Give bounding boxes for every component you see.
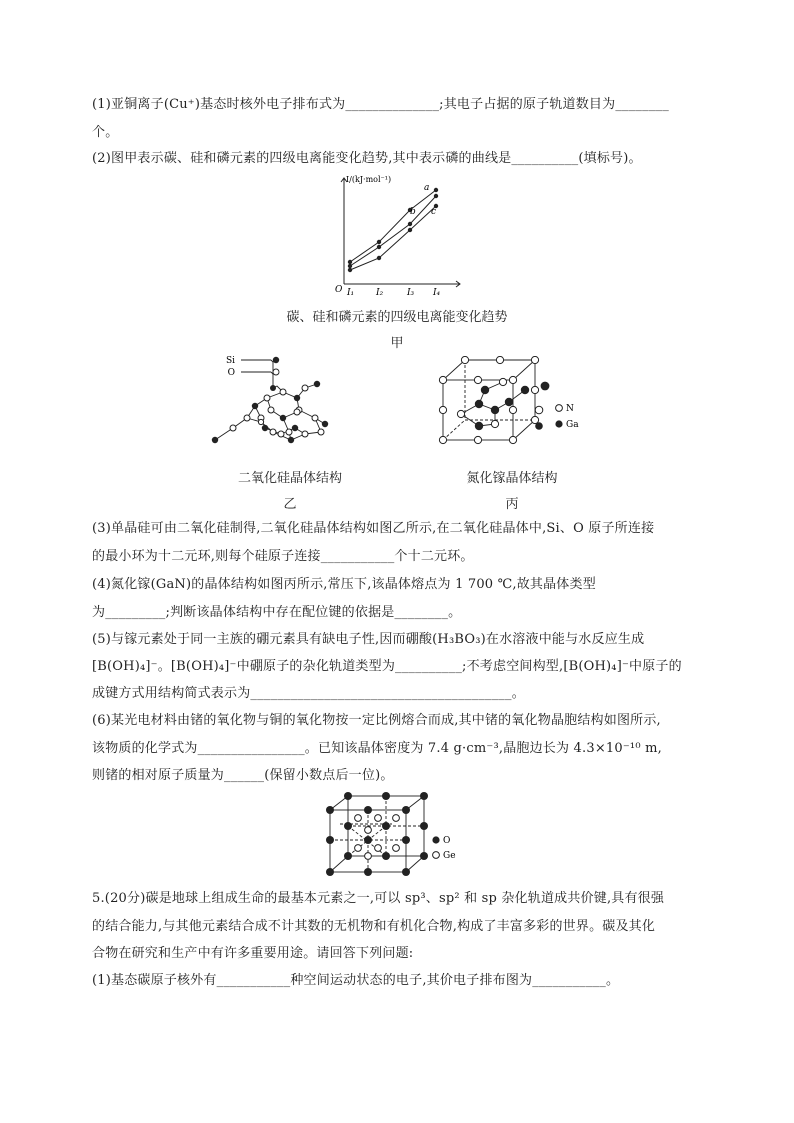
jia-tick-4: I₄	[433, 288, 441, 298]
curve-b	[348, 194, 438, 268]
p5-line3: 合物在研究和生产中有许多重要用途。请回答下列问题:	[92, 946, 414, 961]
jia-caption: 碳、硅和磷元素的四级电离能变化趋势	[286, 310, 508, 325]
figure-yi	[205, 352, 345, 452]
figure-bing	[435, 356, 595, 456]
q5-line3: 成键方式用结构简式表示为_______________________________________。	[92, 686, 525, 701]
p5-line2: 的结合能力,与其他元素结合成不计其数的无机物和有机化合物,构成了丰富多彩的世界。碳及其化	[92, 919, 656, 934]
yi-tag: 乙	[283, 497, 297, 512]
ge-legend-ge: Ge	[443, 851, 456, 861]
curve-c	[348, 204, 438, 272]
jia-label-b: b	[410, 207, 416, 217]
jia-label-c: c	[431, 207, 437, 217]
q5-line1: (5)与镓元素处于同一主族的硼元素具有缺电子性,因而硼酸(H₃BO₃)在水溶液中能与水反应生成	[92, 632, 645, 647]
yi-legend-si: Si	[225, 356, 235, 366]
q2-line1: (2)图甲表示碳、硅和磷元素的四级电离能变化趋势,其中表示磷的曲线是__________(填标号)。	[92, 151, 642, 166]
yi-caption: 二氧化硅晶体结构	[237, 471, 343, 486]
jia-tick-1: I₁	[347, 288, 355, 298]
q4-line1: (4)氮化镓(GaN)的晶体结构如图丙所示,常压下,该晶体熔点为 1 700 ℃,故其晶体类型	[92, 577, 596, 592]
q3-line1: (3)单晶硅可由二氧化硅制得,二氧化硅晶体结构如图乙所示,在二氧化硅晶体中,Si、O 原子所连接	[92, 521, 655, 536]
q6-line3: 则锗的相对原子质量为______(保留小数点后一位)。	[92, 768, 394, 783]
figure-ge	[322, 790, 472, 880]
q6-line1: (6)某光电材料由锗的氧化物与铜的氧化物按一定比例熔合而成,其中锗的氧化物晶胞结构如图所示,	[92, 713, 661, 728]
jia-tick-2: I₂	[376, 288, 384, 298]
p5-line1: 5.(20分)碳是地球上组成生命的最基本元素之一,可以 sp³、sp² 和 sp 杂化轨道成共价键,具有很强	[92, 891, 665, 906]
q6-line2: 该物质的化学式为________________。已知该晶体密度为 7.4 g·cm⁻³,晶胞边长为 4.3×10⁻¹⁰ m,	[92, 741, 662, 756]
ge-legend-o: O	[443, 836, 451, 846]
jia-label-a: a	[424, 183, 430, 193]
q5-line2: [B(OH)₄]⁻。[B(OH)₄]⁻中硼原子的杂化轨道类型为__________;不考虑空间构型,[B(OH)₄]⁻中原子的	[92, 659, 682, 674]
p5-line4: (1)基态碳原子核外有___________种空间运动状态的电子,其价电子排布图为___________。	[92, 973, 620, 988]
bing-legend-n: N	[566, 404, 574, 414]
jia-tick-3: I₃	[407, 288, 415, 298]
jia-tag: 甲	[390, 336, 404, 351]
q1-line1: (1)亚铜离子(Cu⁺)基态时核外电子排布式为______________;其电子占据的原子轨道数目为________	[92, 97, 669, 112]
figure-jia	[330, 170, 470, 300]
jia-origin: O	[335, 285, 343, 295]
bing-legend-ga: Ga	[566, 420, 579, 430]
yi-legend-o: O	[227, 368, 235, 378]
jia-ylabel: I/(kJ·mol⁻¹)	[346, 175, 392, 184]
q3-line2: 的最小环为十二元环,则每个硅原子连接___________个十二元环。	[92, 549, 474, 564]
bing-tag: 丙	[505, 497, 519, 512]
curve-a	[348, 188, 438, 264]
q1-line2: 个。	[92, 125, 119, 140]
q4-line2: 为_________;判断该晶体结构中存在配位键的依据是________。	[92, 605, 462, 620]
bing-caption: 氮化镓晶体结构	[466, 471, 558, 486]
